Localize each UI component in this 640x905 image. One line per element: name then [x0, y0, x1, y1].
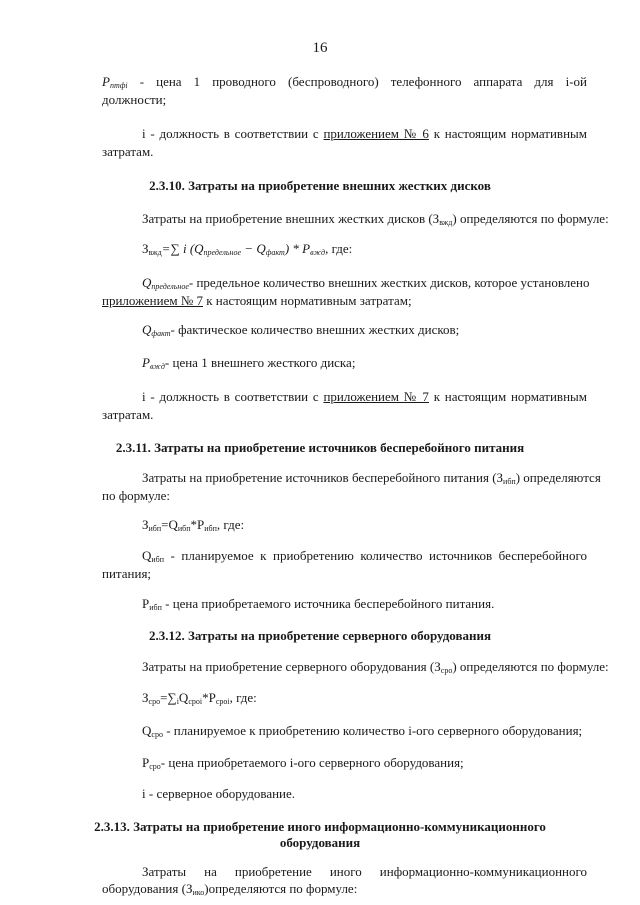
intro-2-3-13-cont: оборудования $(З_{ико})определяются$ по формуле:	[102, 881, 358, 897]
page-number: 16	[312, 40, 328, 56]
intro-2-3-13: Затраты на приобретение иного информационно-коммуникационного	[142, 864, 587, 879]
intro-2-3-11-cont: по формуле:	[102, 488, 170, 503]
appendix-7-link-2[interactable]: приложением № 7	[323, 389, 429, 404]
formula-2-3-12: $З_{сро}=\sum_iQ_{сроi}*P_{сроi}$, где:	[142, 690, 257, 706]
definition-q-pred: $Q_{предельное}-$ предельное количество внешних жестких дисков, которое установлено	[142, 275, 590, 291]
definition-i-2: i - должность в соответствии с приложением № 7 к настоящим нормативным	[142, 389, 587, 404]
intro-2-3-10: Затраты на приобретение внешних жестких дисков $(З_{вжд})$ определяются по формуле:	[142, 211, 609, 227]
definition-i-2-cont: затратам.	[102, 407, 154, 422]
section-heading-2-3-11: 2.3.11. Затраты на приобретение источников бесперебойного питания	[115, 440, 525, 455]
formula-2-3-11: $З_{ибп}=Q_{ибп}*P_{ибп}$, где:	[142, 517, 245, 533]
definition-p-ibp: $P_{ибп}$ - цена приобретаемого источника бесперебойного питания.	[142, 596, 495, 612]
intro-2-3-11: Затраты на приобретение источников бесперебойного питания $(З_{ибп})$ определяются	[142, 470, 601, 486]
section-heading-2-3-13: 2.3.13. Затраты на приобретение иного информационно-коммуникационного	[94, 819, 546, 834]
definition-p-ptf: $P_{птфi}$ - цена 1 проводного (беспроводного) телефонного аппарата для i-ой	[102, 74, 587, 90]
definition-q-pred-cont: приложением № 7 к настоящим нормативным затратам;	[102, 293, 412, 308]
definition-i-1: i - должность в соответствии с приложением № 6 к настоящим нормативным	[142, 126, 587, 141]
appendix-6-link[interactable]: приложением № 6	[323, 126, 429, 141]
definition-i-1-cont: затратам.	[102, 144, 154, 159]
section-heading-2-3-12: 2.3.12. Затраты на приобретение серверного оборудования	[149, 628, 491, 643]
definition-q-fact: $Q_{факт}-$ фактическое количество внешних жестких дисков;	[142, 322, 460, 338]
definition-q-ibp-cont: питания;	[102, 566, 152, 581]
appendix-7-link[interactable]: приложением № 7	[102, 293, 203, 308]
section-heading-2-3-13-cont: оборудования	[279, 835, 361, 850]
intro-2-3-12: Затраты на приобретение серверного оборудования $(З_{сро})$ определяются по формуле:	[142, 659, 609, 675]
definition-q-ibp: $Q_{ибп}$ - планируемое к приобретению количество источников бесперебойного	[142, 548, 587, 564]
definition-p-vzhd: $P_{вжд}-$ цена 1 внешнего жесткого диска;	[142, 355, 356, 371]
formula-2-3-10: $З_{вжд}=\sum$ i $(Q_{предельное} - Q_{факт}) * P_{вжд}$, где:	[142, 241, 353, 257]
definition-p-ptf-cont: должности;	[102, 92, 167, 107]
definition-q-sro: $Q_{сро}$ - планируемое к приобретению количество i-ого серверного оборудования;	[142, 723, 583, 739]
definition-i-sro: i - серверное оборудование.	[142, 786, 296, 801]
section-heading-2-3-10: 2.3.10. Затраты на приобретение внешних жестких дисков	[149, 178, 491, 193]
definition-p-sro: $P_{сро}-$ цена приобретаемого i-ого серверного оборудования;	[142, 755, 464, 771]
